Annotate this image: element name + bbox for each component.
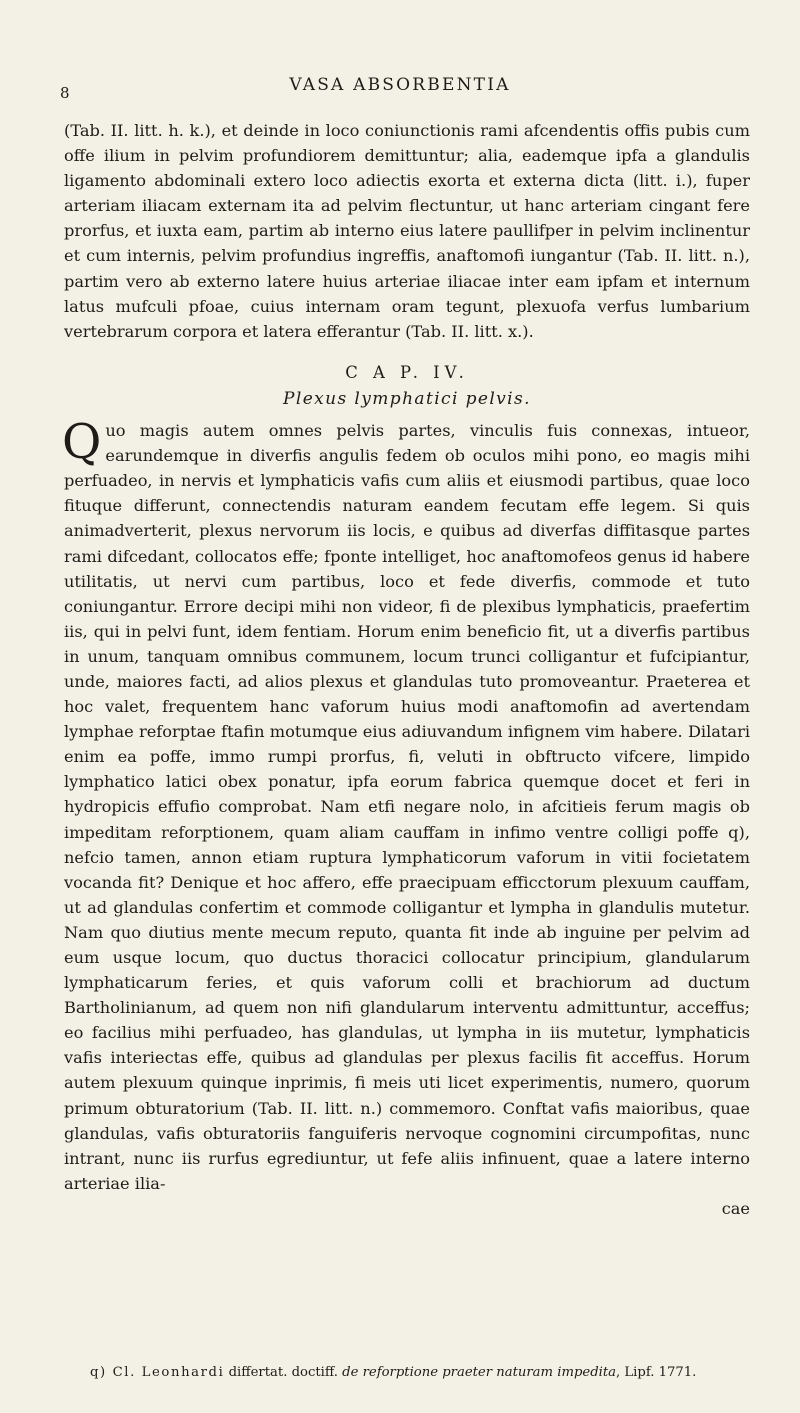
footnote-text-post: , Lipf. 1771. <box>616 1365 697 1380</box>
paragraph-main-text: uo magis autem omnes pelvis partes, vinculis fuis connexas, intueor, earundemque in diverfis angulis fedem ob oculos mihi pono, eo magis mihi perfuadeo, in nervis et lymphaticis vafis cum aliis et eiusmodi partibus, quae loco fituque differunt, connectendis naturam eandem fecutam effe legem. Si quis animadverterit, plexus nervorum iis locis, e quibus ad diverfas diffitasque partes rami difcedant, collocatos effe; fponte intelliget, hoc anaftomofeos genus id habere utilitatis, ut nervi cum partibus, loco et fede diverfis, commode et tuto coniungantur. Errore decipi mihi non videor, fi de plexibus lymphaticis, praefertim iis, qui in pelvi funt, idem fentiam. Horum enim beneficio fit, ut a diverfis partibus in unum, tanquam omnibus communem, locum trunci colligantur et fufcipiantur, unde, maiores facti, ad alios plexus et glandulas tuto promoveantur. Praeterea et hoc valet, frequentem hanc vaforum huius modi anaftomofin ad avertendam lymphae reforptae ftafin motumque eius adiuvandum infignem vim habere. Dilatari enim ea poffe, immo rumpi prorfus, fi, veluti in obftructo vifcere, limpido lymphatico latici obex ponatur, ipfa eorum fabrica quemque docet et feri in hydropicis effufio comprobat. Nam etfi negare nolo, in afcitieis ferum magis ob impeditam reforptionem, quam aliam cauffam in infimo ventre colligi poffe q), nefcio tamen, annon etiam ruptura lymphaticorum vaforum in vitii focietatem vocanda fit? Denique et hoc affero, effe praecipuam efficctorum plexuum cauffam, ut ad glandulas confertim et commode colligantur et lympha in glandulis mutetur. Nam quo diutius mente mecum reputo, quanta fit inde ab inguine per pelvim ad eum usque locum, quo ductus thoracici collocatur principium, glandularum lymphaticarum feries, et quis vaforum colli et brachiorum ad ductum Bartholinianum, ad quem non nifi glandularum interventu admittuntur, acceffus; eo facilius mihi perfuadeo, has glandulas, ut lympha in iis mutetur, lymphaticis vafis interiectas effe, quibus ad glandulas per plexus facilis fit acceffus. Horum autem plexuum quinque inprimis, fi meis uti licet experimentis, numero, quorum primum obturatorium (Tab. II. litt. n.) commemoro. Conftat vafis maioribus, quae glandulas, vafis obturatoriis fanguiferis nervoque cognomini circumpofitas, nunc intrant, nunc iis rurfus egrediuntur, ut fefe aliis infinuent, quae a latere interno arteriae ilia- <box>64 421 750 1193</box>
catchword: cae <box>721 1198 750 1218</box>
drop-cap-initial: Q <box>62 414 102 471</box>
footnote-title: de reforptione praeter naturam impedita <box>342 1365 617 1380</box>
footnote <box>90 1365 750 1380</box>
chapter-title: Plexus lymphatici pelvis. <box>283 388 531 409</box>
footnote-text-pre: differtat. doctiff. <box>228 1365 338 1380</box>
footnote-author: q) Cl. Leonhardi <box>90 1365 225 1380</box>
page-number: 8 <box>60 84 70 102</box>
paragraph-continuation: (Tab. II. litt. h. k.), et deinde in loco coniunctionis rami afcendentis offis pubis cum offe ilium in pelvim profundiorem demittuntur; alia, eademque ipfa a glandulis ligamento abdominali extero loco adiectis exorta et externa dicta (litt. i.), fuper arteriam iliacam externam ita ad pelvim flectuntur, ut hanc arteriam cingant fere prorfus, et iuxta eam, partim ab interno eius latere paullifper in pelvim inclinentur et cum internis, pelvim profundius ingreffis, anaftomofi iungantur (Tab. II. litt. n.), partim vero ab externo latere huius arteriae iliacae inter eam ipfam et internum latus mufculi pfoae, cuius internam oram tegunt, plexuofa verfus lumbarium vertebrarum corpora et latera efferantur (Tab. II. litt. x.). <box>64 121 750 341</box>
main-text <box>64 118 750 1221</box>
chapter-heading: C A P. IV. <box>345 362 469 382</box>
paragraph-main <box>62 414 750 1196</box>
running-title: VASA ABSORBENTIA <box>289 75 511 95</box>
